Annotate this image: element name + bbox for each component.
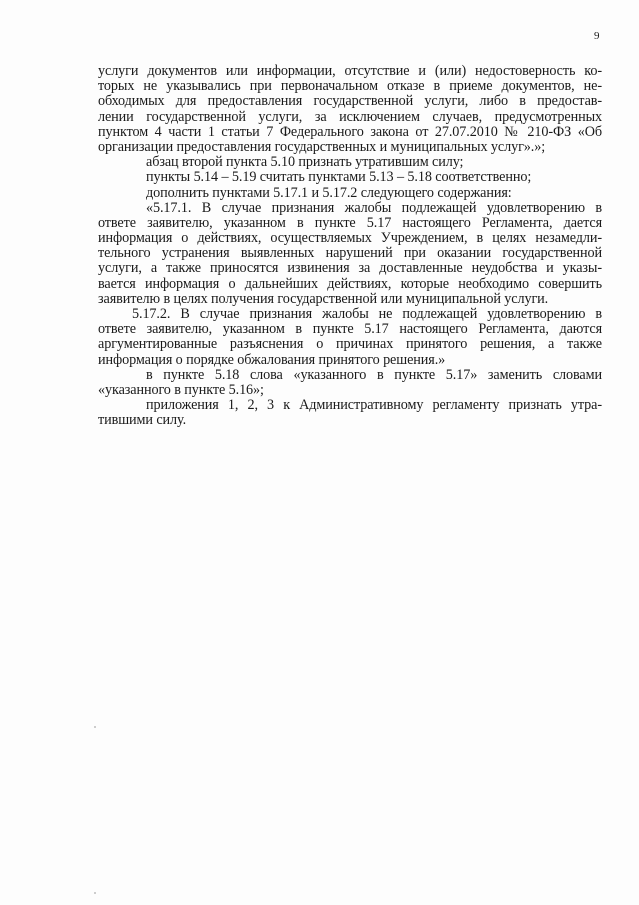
text-line-8: пункты 5.14 – 5.19 считать пунктами 5.13 – 5.18 соответственно; [146,169,532,186]
text-line-22: «указанного в пункте 5.16»; [98,381,264,398]
text-line-9: дополнить пунктами 5.17.1 и 5.17.2 следующего содержания: [146,184,512,201]
text-line-3: обходимых для предоставления государственной услуги, либо в предостав- [98,94,602,110]
scan-speck [94,892,96,894]
text-line-19: аргументированные разъяснения о причинах принятого решения, а также [98,337,602,353]
text-line-14: услуги, а также приносятся извинения за доставленные неудобства и указы- [98,261,602,277]
document-body [98,64,602,429]
text-line-5: пунктом 4 части 1 статьи 7 Федерального закона от 27.07.2010 № 210-ФЗ «Об [98,124,602,140]
text-line-11: ответе заявителю, указанном в пункте 5.17 настоящего Регламента, дается [98,215,602,231]
text-line-15: вается информация о дальнейших действиях, которые необходимо совершить [98,276,602,292]
text-line-24: тившими силу. [98,412,187,429]
page-number: 9 [594,30,600,42]
text-line-12: информация о действиях, осуществляемых Учреждением, в целях незамедли- [98,231,602,247]
text-line-16: заявителю в целях получения государственной или муниципальной услуги. [98,290,549,307]
text-line-2: торых не указывались при первоначальном отказе в приеме документов, не- [98,79,602,95]
text-line-21: в пункте 5.18 слова «указанного в пункте 5.17» заменить словами [146,367,602,383]
text-line-13: тельного устранения выявленных нарушений при оказании государственной [98,246,602,262]
text-line-20: информация о порядке обжалования принятого решения.» [98,351,446,368]
text-line-10: «5.17.1. В случае признания жалобы подлежащей удовлетворению в [146,200,602,216]
text-line-23: приложения 1, 2, 3 к Административному регламенту признать утра- [146,398,602,414]
text-line-4: лении государственной услуги, за исключением случаев, предусмотренных [98,109,602,125]
text-line-17: 5.17.2. В случае признания жалобы не подлежащей удовлетворению в [132,307,602,322]
text-line-1: услуги документов или информации, отсутствие и (или) недостоверность ко- [98,64,602,79]
scan-speck [94,726,96,728]
text-line-6: организации предоставления государственных и муниципальных услуг».»; [98,138,546,155]
text-line-18: ответе заявителю, указанном в пункте 5.17 настоящего Регламента, даются [98,322,602,338]
text-line-7: абзац второй пункта 5.10 признать утратившим силу; [146,154,464,171]
